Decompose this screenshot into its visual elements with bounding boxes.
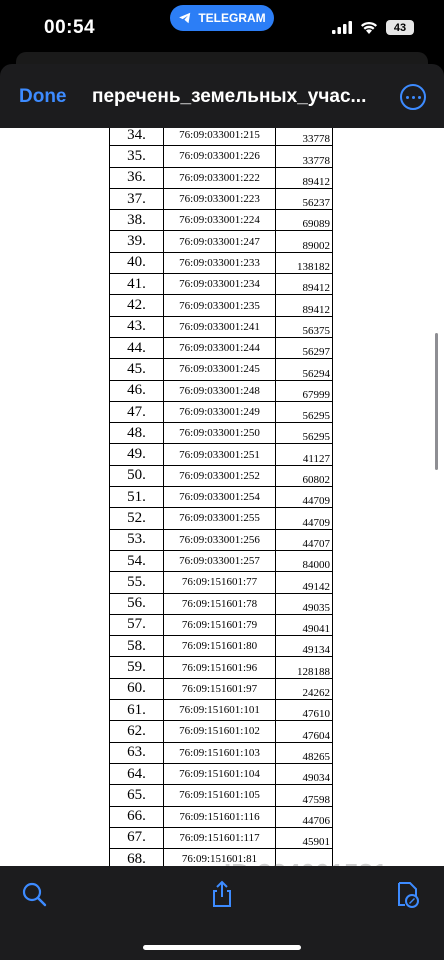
row-number: 66. bbox=[110, 806, 164, 827]
plot-area: 47610 bbox=[276, 700, 333, 721]
table-row bbox=[110, 529, 333, 550]
row-number: 36. bbox=[110, 167, 164, 188]
row-number: 57. bbox=[110, 614, 164, 635]
plot-area: 45901 bbox=[276, 827, 333, 848]
row-number: 48. bbox=[110, 423, 164, 444]
row-number: 42. bbox=[110, 295, 164, 316]
table-body bbox=[110, 128, 333, 866]
cadastral-number: 76:09:151601:116 bbox=[164, 806, 276, 827]
row-number: 53. bbox=[110, 529, 164, 550]
plot-area: 89002 bbox=[276, 231, 333, 252]
document-title: перечень_земельных_учас... bbox=[92, 86, 367, 107]
cadastral-number: 76:09:033001:254 bbox=[164, 487, 276, 508]
status-time: 00:54 bbox=[44, 17, 96, 38]
table-row bbox=[110, 146, 333, 167]
table-row bbox=[110, 721, 333, 742]
table-row bbox=[110, 167, 333, 188]
table-row bbox=[110, 337, 333, 358]
telegram-pill-label: TELEGRAM bbox=[198, 11, 266, 25]
table-row bbox=[110, 614, 333, 635]
plot-area: 60802 bbox=[276, 465, 333, 486]
table-row bbox=[110, 636, 333, 657]
cadastral-number: 76:09:151601:103 bbox=[164, 742, 276, 763]
table-row bbox=[110, 806, 333, 827]
cadastral-number: 76:09:033001:233 bbox=[164, 252, 276, 273]
row-number: 39. bbox=[110, 231, 164, 252]
plot-area: 47598 bbox=[276, 785, 333, 806]
row-number: 67. bbox=[110, 827, 164, 848]
row-number: 64. bbox=[110, 763, 164, 784]
plot-area: 89412 bbox=[276, 295, 333, 316]
row-number: 37. bbox=[110, 188, 164, 209]
done-button[interactable]: Done bbox=[19, 86, 67, 107]
row-number: 60. bbox=[110, 678, 164, 699]
row-number: 44. bbox=[110, 337, 164, 358]
table-row bbox=[110, 593, 333, 614]
table-row bbox=[110, 550, 333, 571]
table-row bbox=[110, 210, 333, 231]
cadastral-number: 76:09:033001:252 bbox=[164, 465, 276, 486]
home-indicator bbox=[143, 945, 301, 950]
cadastral-number: 76:09:033001:224 bbox=[164, 210, 276, 231]
table-row bbox=[110, 508, 333, 529]
plot-area: 69089 bbox=[276, 210, 333, 231]
plot-area: 56297 bbox=[276, 337, 333, 358]
plot-area: 48265 bbox=[276, 742, 333, 763]
cadastral-number: 76:09:151601:96 bbox=[164, 657, 276, 678]
plot-area: 67999 bbox=[276, 380, 333, 401]
table-row bbox=[110, 252, 333, 273]
row-number: 51. bbox=[110, 487, 164, 508]
telegram-return-pill[interactable] bbox=[170, 5, 274, 31]
plot-area: 41127 bbox=[276, 444, 333, 465]
cadastral-number: 76:09:151601:77 bbox=[164, 572, 276, 593]
table-row bbox=[110, 487, 333, 508]
cadastral-number: 76:09:151601:80 bbox=[164, 636, 276, 657]
plot-area: 49041 bbox=[276, 614, 333, 635]
table-row bbox=[110, 316, 333, 337]
row-number: 65. bbox=[110, 785, 164, 806]
cadastral-number: 76:09:033001:250 bbox=[164, 423, 276, 444]
table-row bbox=[110, 444, 333, 465]
table-row bbox=[110, 274, 333, 295]
table-row bbox=[110, 128, 333, 146]
cadastral-number: 76:09:151601:101 bbox=[164, 700, 276, 721]
wifi-icon bbox=[360, 21, 378, 34]
telegram-icon bbox=[178, 11, 192, 25]
plot-area: 56294 bbox=[276, 359, 333, 380]
cadastral-number: 76:09:151601:78 bbox=[164, 593, 276, 614]
row-number: 59. bbox=[110, 657, 164, 678]
table-row bbox=[110, 380, 333, 401]
status-icons bbox=[332, 20, 414, 35]
more-dot bbox=[406, 96, 409, 99]
row-number: 49. bbox=[110, 444, 164, 465]
plot-area: 44706 bbox=[276, 806, 333, 827]
cadastral-number: 76:09:033001:226 bbox=[164, 146, 276, 167]
row-number: 41. bbox=[110, 274, 164, 295]
share-icon[interactable] bbox=[208, 880, 236, 908]
plot-area: 56295 bbox=[276, 423, 333, 444]
more-icon[interactable] bbox=[400, 84, 426, 110]
cadastral-number: 76:09:151601:105 bbox=[164, 785, 276, 806]
cadastral-number: 76:09:033001:245 bbox=[164, 359, 276, 380]
status-bar bbox=[0, 0, 444, 58]
plot-area: 47604 bbox=[276, 721, 333, 742]
table-row bbox=[110, 827, 333, 848]
row-number: 40. bbox=[110, 252, 164, 273]
plot-area: 33778 bbox=[276, 146, 333, 167]
plot-area: 49142 bbox=[276, 572, 333, 593]
row-number: 38. bbox=[110, 210, 164, 231]
cadastral-number: 76:09:033001:222 bbox=[164, 167, 276, 188]
cadastral-number: 76:09:033001:244 bbox=[164, 337, 276, 358]
cadastral-number: 76:09:033001:249 bbox=[164, 401, 276, 422]
plot-area: 44707 bbox=[276, 529, 333, 550]
row-number: 56. bbox=[110, 593, 164, 614]
table-row bbox=[110, 295, 333, 316]
table-row bbox=[110, 572, 333, 593]
cadastral-number: 76:09:033001:255 bbox=[164, 508, 276, 529]
row-number: 47. bbox=[110, 401, 164, 422]
table-row bbox=[110, 657, 333, 678]
cadastral-number: 76:09:033001:247 bbox=[164, 231, 276, 252]
row-number: 43. bbox=[110, 316, 164, 337]
row-number: 68. bbox=[110, 849, 164, 866]
plot-area: 89412 bbox=[276, 167, 333, 188]
table-row bbox=[110, 188, 333, 209]
cadastral-number: 76:09:033001:257 bbox=[164, 550, 276, 571]
table-row bbox=[110, 423, 333, 444]
document-viewer[interactable] bbox=[0, 128, 444, 866]
plot-area: 56295 bbox=[276, 401, 333, 422]
cadastral-number: 76:09:033001:256 bbox=[164, 529, 276, 550]
row-number: 54. bbox=[110, 550, 164, 571]
cadastral-number: 76:09:033001:248 bbox=[164, 380, 276, 401]
row-number: 50. bbox=[110, 465, 164, 486]
table-row bbox=[110, 678, 333, 699]
land-plot-table bbox=[109, 128, 333, 866]
table-row bbox=[110, 231, 333, 252]
cadastral-number: 76:09:033001:235 bbox=[164, 295, 276, 316]
cellular-signal-icon bbox=[332, 21, 352, 34]
row-number: 63. bbox=[110, 742, 164, 763]
table-row bbox=[110, 465, 333, 486]
navigation-bar bbox=[0, 64, 444, 128]
cadastral-number: 76:09:151601:102 bbox=[164, 721, 276, 742]
battery-icon bbox=[386, 20, 414, 35]
cadastral-number: 76:09:151601:97 bbox=[164, 678, 276, 699]
row-number: 55. bbox=[110, 572, 164, 593]
row-number: 61. bbox=[110, 700, 164, 721]
cadastral-number: 76:09:151601:79 bbox=[164, 614, 276, 635]
plot-area: 24262 bbox=[276, 678, 333, 699]
cadastral-number: 76:09:033001:241 bbox=[164, 316, 276, 337]
plot-area: 89412 bbox=[276, 274, 333, 295]
table-row bbox=[110, 700, 333, 721]
markup-icon[interactable] bbox=[394, 880, 422, 908]
table-row bbox=[110, 763, 333, 784]
plot-area: 128188 bbox=[276, 657, 333, 678]
cadastral-number: 76:09:033001:251 bbox=[164, 444, 276, 465]
plot-area: 56375 bbox=[276, 316, 333, 337]
cadastral-number: 76:09:151601:117 bbox=[164, 827, 276, 848]
cadastral-number: 76:09:033001:215 bbox=[164, 128, 276, 146]
cadastral-number: 76:09:151601:81 bbox=[164, 849, 276, 866]
cadastral-number: 76:09:033001:223 bbox=[164, 188, 276, 209]
search-icon[interactable] bbox=[20, 880, 48, 908]
plot-area: 49035 bbox=[276, 593, 333, 614]
plot-area: 49134 bbox=[276, 636, 333, 657]
cadastral-number: 76:09:151601:104 bbox=[164, 763, 276, 784]
table-row bbox=[110, 359, 333, 380]
plot-area: 56237 bbox=[276, 188, 333, 209]
row-number: 62. bbox=[110, 721, 164, 742]
cadastral-number: 76:09:033001:234 bbox=[164, 274, 276, 295]
row-number: 45. bbox=[110, 359, 164, 380]
row-number: 46. bbox=[110, 380, 164, 401]
plot-area: 33778 bbox=[276, 128, 333, 146]
scroll-indicator[interactable] bbox=[435, 333, 438, 470]
plot-area: 49034 bbox=[276, 763, 333, 784]
row-number: 35. bbox=[110, 146, 164, 167]
table-row bbox=[110, 742, 333, 763]
more-dot bbox=[412, 96, 415, 99]
battery-level: 43 bbox=[393, 21, 407, 34]
row-number: 52. bbox=[110, 508, 164, 529]
plot-area: 138182 bbox=[276, 252, 333, 273]
row-number: 58. bbox=[110, 636, 164, 657]
plot-area: 44709 bbox=[276, 508, 333, 529]
table-row bbox=[110, 785, 333, 806]
more-dot bbox=[418, 96, 421, 99]
plot-area: 84000 bbox=[276, 550, 333, 571]
plot-area: 44709 bbox=[276, 487, 333, 508]
table-row bbox=[110, 401, 333, 422]
row-number: 34. bbox=[110, 128, 164, 146]
